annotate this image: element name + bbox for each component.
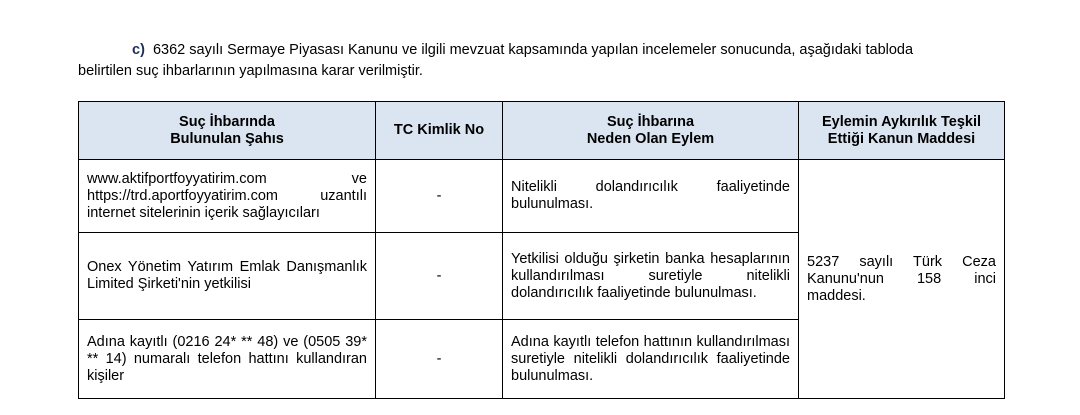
intro-line-2: belirtilen suç ihbarlarının yapılmasına karar verilmiştir. [78,63,423,79]
header-tc-no: TC Kimlik No [376,102,503,160]
item-marker: c) [132,42,145,58]
cell-tc-no: - [376,320,503,399]
cell-action: Yetkilisi olduğu şirketin banka hesaplarının kullandırılması suretiyle nitelikli dolandırıcılık faaliyetinde bulunulması. [503,233,799,320]
intro-text-1: 6362 sayılı Sermaye Piyasası Kanunu ve ilgili mevzuat kapsamında yapılan incelemeler sonucunda, aşağıdaki tabloda [152,42,914,58]
header-law-article: Eylemin Aykırılık Teşkil Ettiği Kanun Maddesi [799,102,1005,160]
header-person: Suç İhbarında Bulunulan Şahıs [79,102,376,160]
cell-person: Onex Yönetim Yatırım Emlak Danışmanlık Limited Şirketi'nin yetkilisi [79,233,376,320]
table-header-row [79,102,1005,160]
table-row [79,160,1005,233]
cell-law-article: 5237 sayılı Türk Ceza Kanunu'nun 158 inci maddesi. [799,160,1005,399]
cell-action: Nitelikli dolandırıcılık faaliyetinde bulunulması. [503,160,799,233]
cell-action: Adına kayıtlı telefon hattının kullandırılması suretiyle nitelikli dolandırıcılık faaliyetinde bulunulması. [503,320,799,399]
crime-report-table [78,101,1005,399]
header-action: Suç İhbarına Neden Olan Eylem [503,102,799,160]
intro-paragraph [78,40,1008,82]
cell-tc-no: - [376,160,503,233]
cell-tc-no: - [376,233,503,320]
cell-person: Adına kayıtlı (0216 24* ** 48) ve (0505 39* ** 14) numaralı telefon hattını kullandıran kişiler [79,320,376,399]
cell-person: www.aktifportfoyyatirim.com ve https://trd.aportfoyyatirim.com uzantılı internet sitelerinin içerik sağlayıcıları [79,160,376,233]
intro-line-1 [78,40,1008,61]
